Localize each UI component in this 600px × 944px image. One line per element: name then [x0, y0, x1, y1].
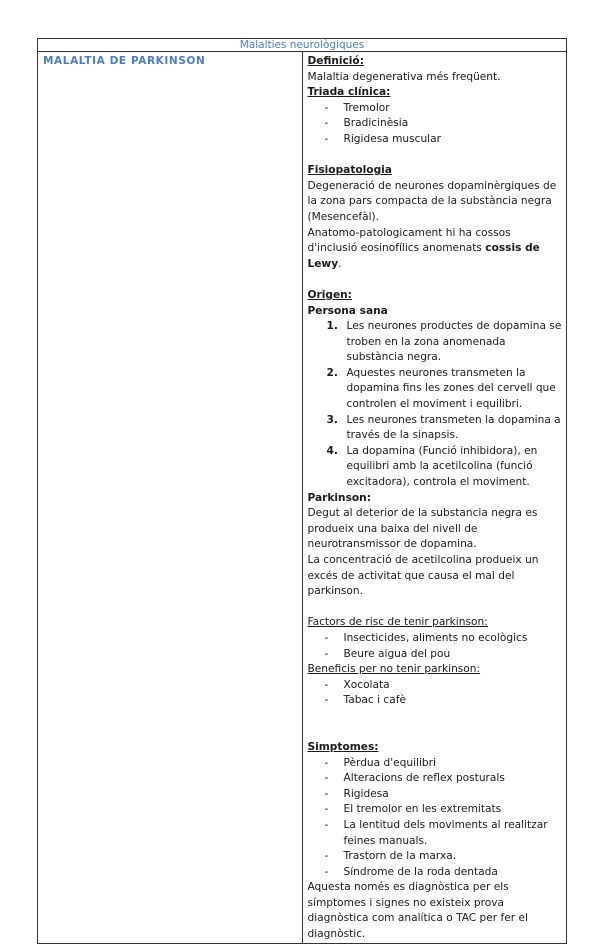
origen-steps	[308, 319, 563, 491]
list-item: Les neurones transmeten la dopamina a través de la sinapsis.	[346, 413, 561, 442]
header-title: Malalties neurològiques	[239, 39, 365, 51]
definicio-text: Malaltia degenerativa més freqüent.	[307, 70, 501, 83]
disease-cell	[38, 52, 303, 944]
list-item: - Trastorn de la marxa.	[325, 849, 563, 865]
fisio-p2-text: Anatomo-patologicament hi ha cossos d'inclusió eosinofílics anomenats	[307, 226, 511, 255]
origen-heading: Origen:	[307, 288, 352, 301]
list-item: - Tabac i cafè	[325, 693, 563, 709]
benef-list	[308, 678, 563, 709]
list-item: - Pèrdua d'equilibri	[325, 756, 563, 772]
list-item: - Síndrome de la roda dentada	[325, 865, 563, 881]
notes-table	[37, 38, 567, 944]
content-cell	[302, 52, 567, 944]
list-item: - Rigidesa muscular	[325, 132, 563, 148]
list-item: - Rigidesa	[325, 787, 563, 803]
list-item: - La lentitud dels moviments al realitzar feines manuals.	[325, 818, 563, 849]
list-item: - El tremolor en les extremitats	[325, 802, 563, 818]
simptomes-list	[308, 756, 563, 881]
list-item: - Alteracions de reflex posturals	[325, 771, 563, 787]
list-item: - Xocolata	[325, 678, 563, 694]
fisio-p2-bold: cossis de Lewy	[307, 242, 540, 270]
list-item: - Insecticides, aliments no ecològics	[325, 631, 563, 647]
fisio-heading: Fisiopatologia	[307, 164, 392, 177]
list-item: La dopamina (Funció inhibidora), en equilibri amb la acetilcolina (funció excitadora), controla el moviment.	[346, 444, 538, 489]
risc-list	[308, 631, 563, 662]
benef-heading: Beneficis per no tenir parkinson:	[307, 663, 481, 676]
list-item: - Bradicinèsia	[325, 116, 563, 132]
content	[308, 54, 563, 943]
definicio-heading: Definició:	[307, 55, 364, 67]
list-item: Aquestes neurones transmeten la dopamina fins les zones del cervell que controlen el moviment i equilibri.	[346, 366, 556, 411]
fisio-paragraph-1: Degeneració de neurones dopaminèrgiques de la zona pars compacta de la substància negra (Mesencefàl).	[307, 179, 557, 223]
list-item: Les neurones productes de dopamina se troben en la zona anomenada substància negra.	[346, 320, 562, 364]
triada-list	[308, 101, 563, 148]
sana-label: Persona sana	[307, 304, 388, 317]
table-header	[38, 39, 567, 52]
simptomes-heading: Simptomes:	[307, 740, 379, 753]
risc-heading: Factors de risc de tenir parkinson:	[307, 616, 488, 629]
parkinson-paragraph-2: La concentració de acetilcolina produeix un excés de activitat que causa el mal del parkinson.	[307, 554, 539, 598]
parkinson-paragraph-1: Degut al deterior de la substancia negra es produeix una baixa del nivell de neurotransmissor de dopamina.	[307, 507, 538, 551]
triada-heading: Triada clínica:	[307, 86, 391, 99]
list-item: - Tremolor	[325, 101, 563, 117]
simptomes-note: Aquesta només es diagnòstica per els símptomes i signes no existeix prova diagnòstica com analítica o TAC per fer el diagnòstic.	[307, 881, 528, 941]
fisio-p2-end: .	[338, 257, 342, 270]
parkinson-label: Parkinson:	[307, 491, 371, 504]
disease-name: MALALTIA DE PARKINSON	[43, 55, 206, 67]
fisio-paragraph-2	[308, 226, 563, 273]
list-item: - Beure aigua del pou	[325, 647, 563, 663]
